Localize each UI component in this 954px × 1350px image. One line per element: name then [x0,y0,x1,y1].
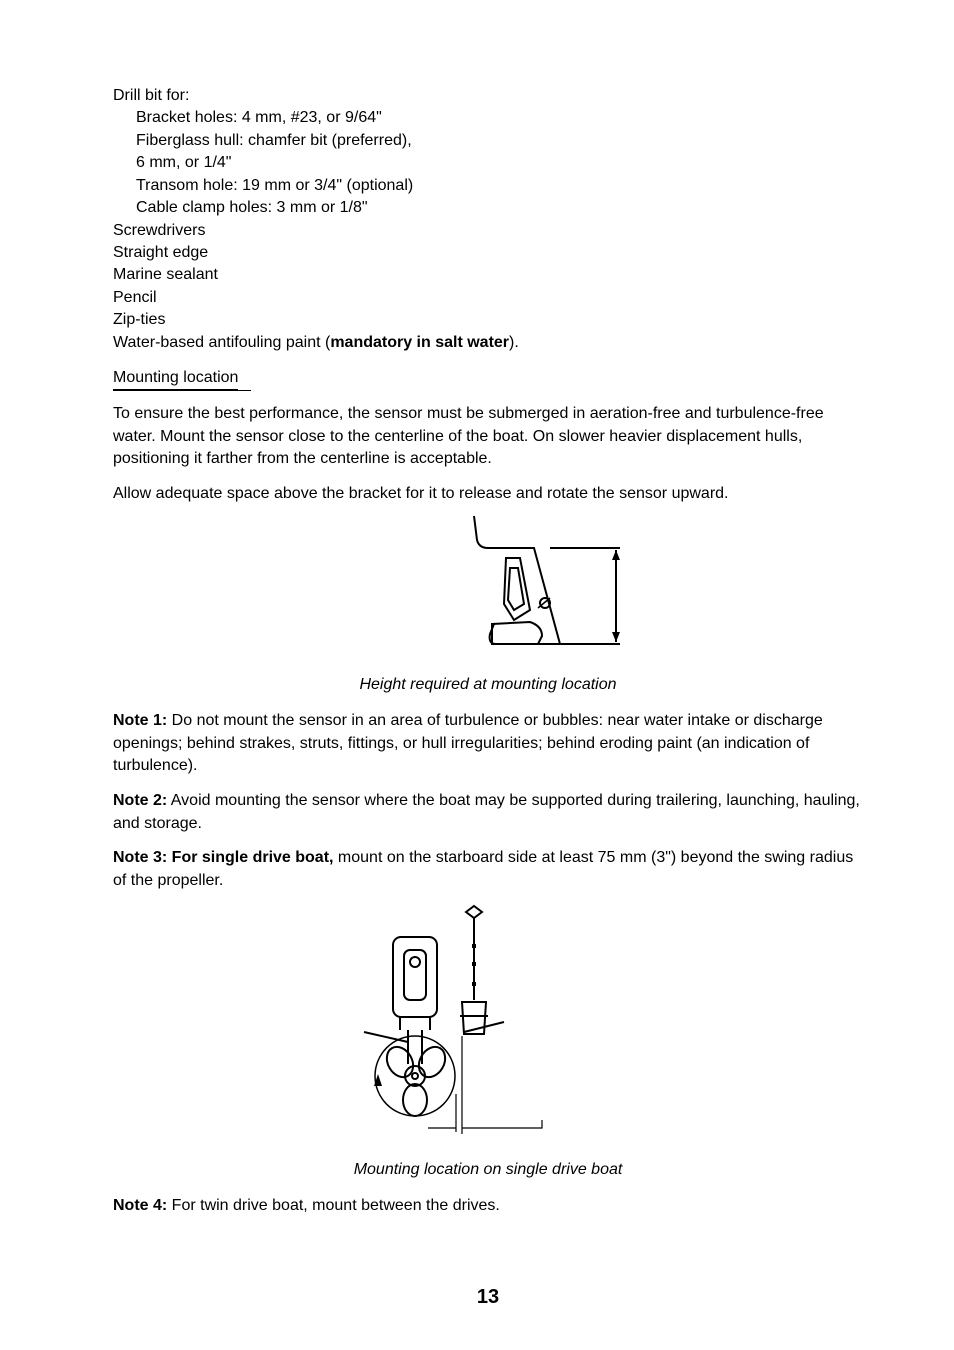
figure2-caption: Mounting location on single drive boat [353,1161,623,1178]
transom-outline [474,516,560,644]
paint-end: ). [509,334,519,351]
tool-item: Zip-ties [113,311,166,328]
paragraph-performance: To ensure the best performance, the sensor must be submerged in aeration-free and turbulence-free water. Mount the sensor close to the centerline of the boat. On slower heavier displacement hulls, positioning it farther from the centerline is acceptable. [113,405,824,467]
drill-bit-item: Fiberglass hull: chamfer bit (preferred), [136,132,412,149]
drill-bit-intro: Drill bit for: [113,87,190,104]
height-required-figure [468,512,628,658]
tool-item: Screwdrivers [113,222,206,239]
note-label: Note 4: [113,1197,168,1214]
propeller-blade [403,1084,427,1116]
note-text: mount on the starboard side at least 75 mm (3") beyond the swing radius of the propeller. [113,849,854,889]
drill-bit-item: Transom hole: 19 mm or 3/4" (optional) [136,177,414,194]
clearance-dimension [428,1120,542,1128]
paragraph-space: Allow adequate space above the bracket for it to release and rotate the sensor upward. [113,485,729,502]
tool-item: Straight edge [113,244,209,261]
paint-bold: mandatory in salt water [330,334,510,351]
paint-item [113,332,519,354]
paint-text: Water-based antifouling paint ( [113,334,331,351]
propeller-blade [414,1042,451,1082]
reference-line-left [364,1032,408,1042]
tool-item: Pencil [113,289,157,306]
note-4 [113,1195,865,1218]
note-text: Avoid mounting the sensor where the boat may be supported during trailering, launching, hauling, and storage. [113,792,860,832]
propeller-swing-circle [375,1036,455,1116]
drill-bit-item: 6 mm, or 1/4" [136,154,232,171]
single-drive-figure [360,904,550,1138]
note-text: For twin drive boat, mount between the drives. [167,1197,500,1214]
section-heading: Mounting location [113,367,238,390]
note-label: Note 1: [113,712,168,729]
note-text: Do not mount the sensor in an area of turbulence or bubbles: near water intake or discharge openings; behind strakes, struts, fittings, or hull irregularities; behind eroding paint (an indication of turbulence). [113,712,823,774]
drill-bit-item: Bracket holes: 4 mm, #23, or 9/64" [136,109,382,126]
figure1-caption: Height required at mounting location [359,676,617,693]
note-label: Note 2: [113,792,168,809]
heading-double-underline [113,390,251,391]
note-2 [113,790,865,835]
bracket-inner [508,568,524,610]
sensor-foot [492,622,542,644]
drill-bit-item: Cable clamp holes: 3 mm or 1/8" [136,199,368,216]
page-number: 13 [476,1286,500,1308]
tool-item: Marine sealant [113,266,218,283]
note-3 [113,847,865,892]
note-label: Note 3: For single drive boat, [113,849,334,866]
note-1 [113,710,865,778]
